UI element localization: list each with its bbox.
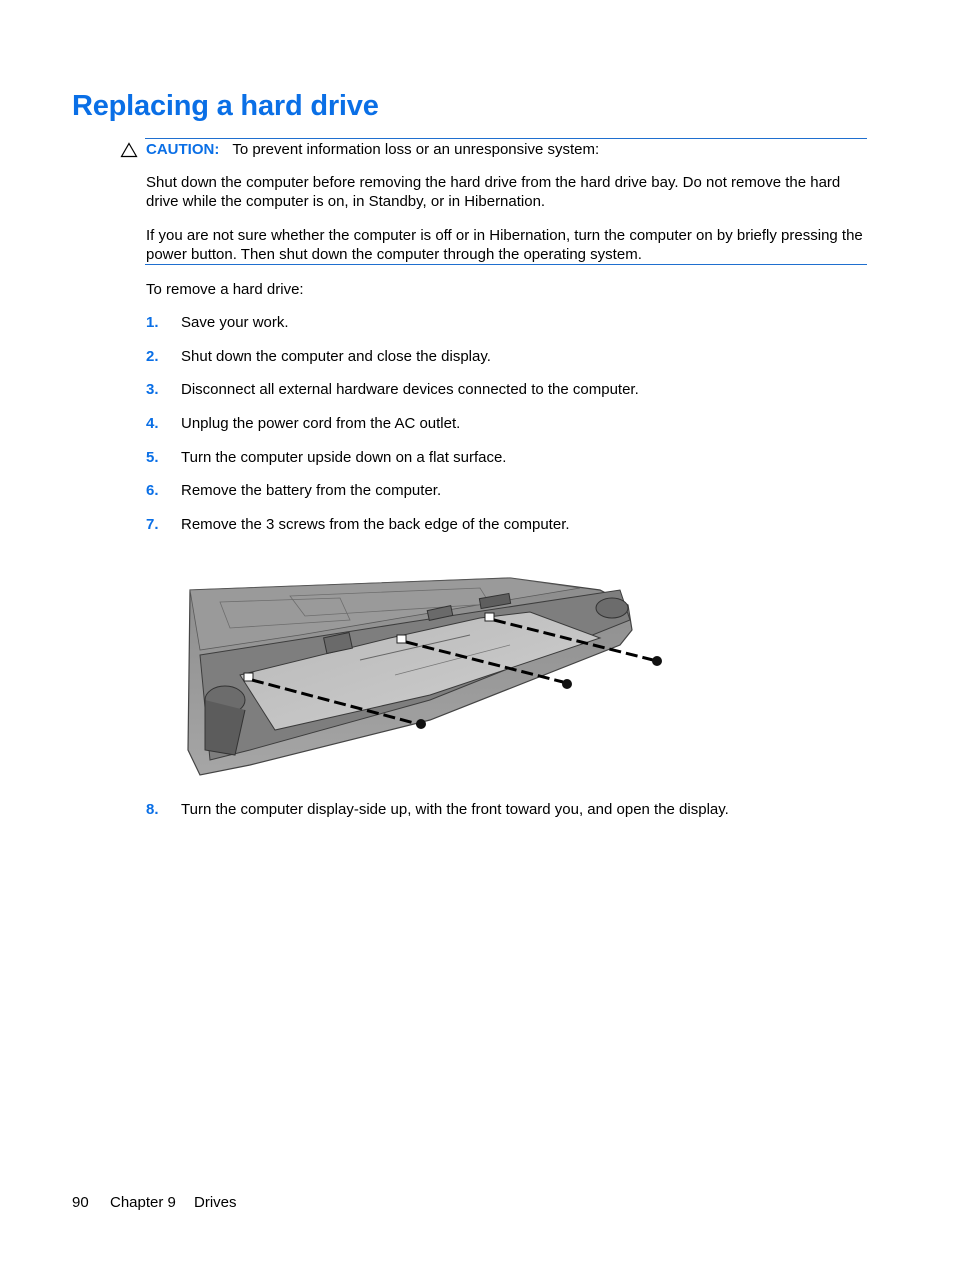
step-number: 1. [146, 314, 159, 331]
step-number: 6. [146, 482, 159, 499]
step-number: 3. [146, 381, 159, 398]
step-number: 4. [146, 415, 159, 432]
caution-bottom-rule [145, 264, 867, 265]
step-text: Unplug the power cord from the AC outlet. [181, 415, 461, 432]
step-text: Shut down the computer and close the display. [181, 348, 491, 365]
footer-page-number: 90 [72, 1194, 89, 1211]
step-number: 2. [146, 348, 159, 365]
laptop-underside-illustration [180, 560, 670, 780]
warning-triangle-icon [120, 142, 138, 158]
caution-paragraph-1: Shut down the computer before removing the hard drive from the hard drive bay. Do not remove the hard drive while the computer is on, in Standby, or in Hibernation. [146, 174, 841, 210]
page-title: Replacing a hard drive [72, 90, 379, 122]
step-text: Remove the battery from the computer. [181, 482, 442, 499]
step-number: 5. [146, 449, 159, 466]
caution-label: CAUTION: [146, 141, 220, 158]
step-text: Remove the 3 screws from the back edge of the computer. [181, 516, 570, 533]
step-text: Turn the computer display-side up, with the front toward you, and open the display. [181, 801, 729, 818]
step-number: 8. [146, 801, 159, 818]
step-text: Disconnect all external hardware devices connected to the computer. [181, 381, 639, 398]
intro-text: To remove a hard drive: [146, 281, 304, 298]
step-number: 7. [146, 516, 159, 533]
caution-lead-text: To prevent information loss or an unresponsive system: [232, 141, 600, 158]
footer-section: Drives [194, 1194, 237, 1211]
caution-top-rule [145, 138, 867, 139]
caution-heading [146, 141, 599, 159]
step-text: Save your work. [181, 314, 289, 331]
caution-paragraph-2: If you are not sure whether the computer is off or in Hibernation, turn the computer on by briefly pressing the power button. Then shut down the computer through the operating system. [146, 227, 863, 263]
footer-chapter: Chapter 9 [110, 1194, 176, 1211]
step-text: Turn the computer upside down on a flat surface. [181, 449, 507, 466]
